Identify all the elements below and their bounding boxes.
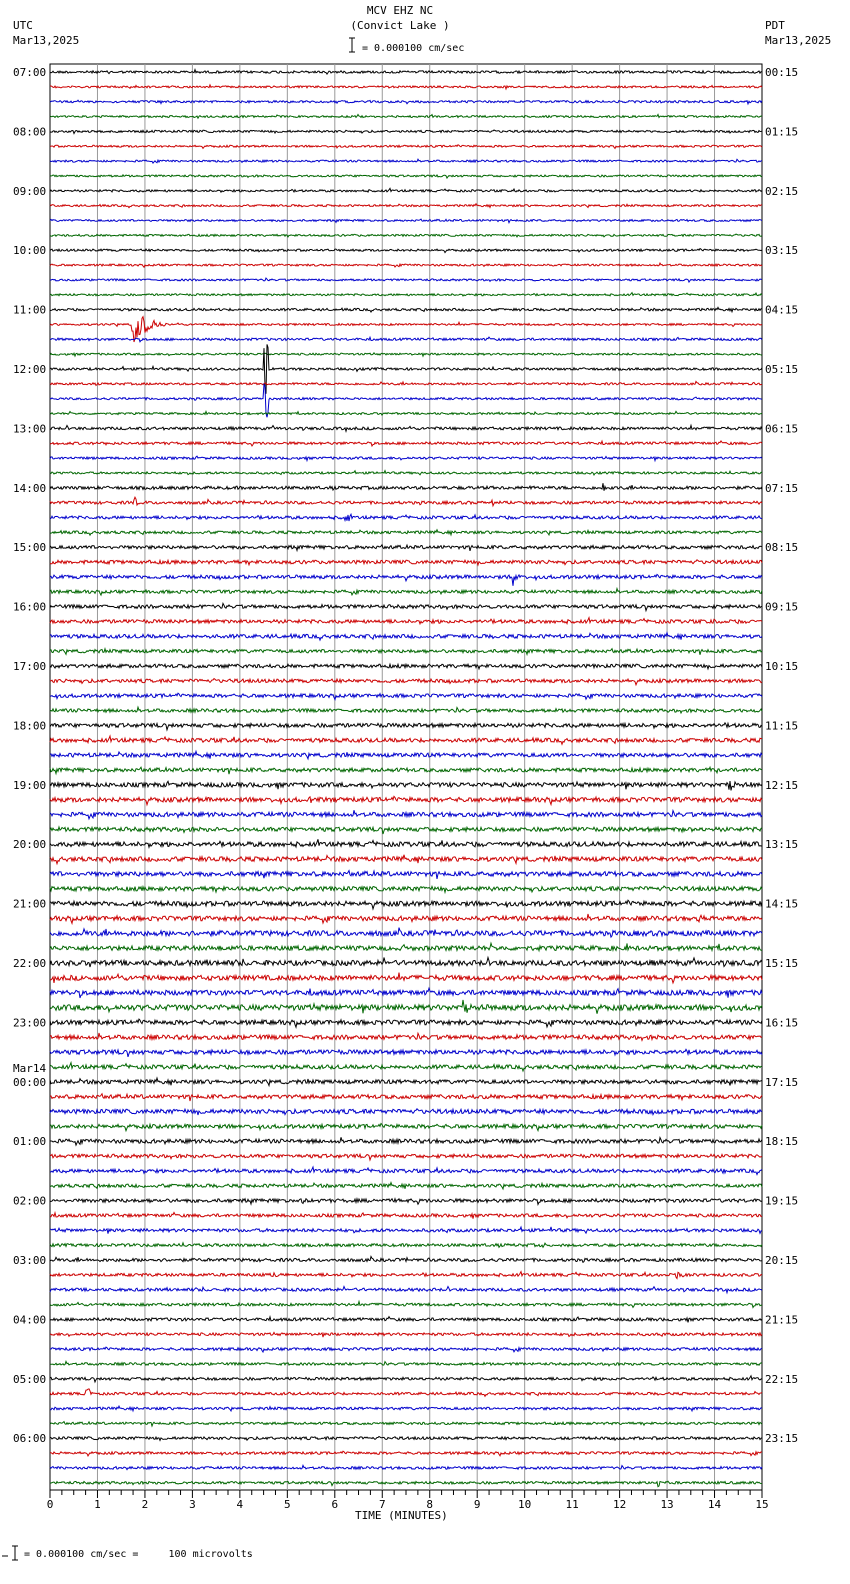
left-hour-label-9: 16:00 <box>13 600 47 614</box>
left-hour-label-0: 07:00 <box>13 66 47 79</box>
left-date: Mar13,2025 <box>13 34 80 47</box>
trace-91 <box>50 1422 762 1426</box>
trace-37 <box>50 618 762 624</box>
trace-7 <box>50 175 762 178</box>
right-hour-label-11: 11:15 <box>765 719 799 733</box>
right-hour-label-6: 06:15 <box>765 422 799 436</box>
trace-18 <box>50 337 762 342</box>
trace-62 <box>50 988 762 998</box>
left-hour-label-20: 03:00 <box>13 1254 47 1267</box>
trace-1 <box>50 85 762 89</box>
trace-36 <box>50 603 762 610</box>
left-hour-label-18: 01:00 <box>13 1135 47 1149</box>
trace-48 <box>50 781 762 790</box>
trace-60 <box>50 958 762 968</box>
trace-87 <box>50 1361 762 1365</box>
trace-2 <box>50 100 762 104</box>
right-hour-label-16: 16:15 <box>765 1016 799 1030</box>
trace-39 <box>50 649 762 655</box>
trace-31 <box>50 530 762 535</box>
trace-73 <box>50 1154 762 1160</box>
right-date: Mar13,2025 <box>765 34 832 47</box>
trace-50 <box>50 810 762 819</box>
x-tick-label-7: 7 <box>378 1498 386 1511</box>
trace-49 <box>50 796 762 804</box>
scale-text: = 0.000100 cm/sec <box>362 43 465 54</box>
left-hour-label-16: 23:00 <box>13 1016 47 1030</box>
trace-55 <box>50 886 762 892</box>
trace-30 <box>50 514 762 521</box>
trace-78 <box>50 1227 762 1234</box>
trace-35 <box>50 589 762 596</box>
trace-77 <box>50 1213 762 1219</box>
trace-3 <box>50 115 762 119</box>
x-tick-label-5: 5 <box>284 1498 291 1511</box>
trace-72 <box>50 1137 762 1145</box>
trace-44 <box>50 723 762 730</box>
trace-57 <box>50 914 762 923</box>
trace-56 <box>50 900 762 909</box>
trace-43 <box>50 707 762 713</box>
trace-79 <box>50 1243 762 1248</box>
trace-61 <box>50 973 762 983</box>
left-hour-label-2: 09:00 <box>13 184 47 198</box>
date-change-label: Mar14 <box>13 1061 47 1075</box>
x-tick-label-11: 11 <box>565 1498 579 1511</box>
trace-89 <box>50 1389 762 1396</box>
trace-25 <box>50 441 762 446</box>
left-hour-label-1: 08:00 <box>13 125 47 139</box>
right-hour-label-20: 20:15 <box>765 1254 799 1267</box>
left-hour-label-12: 19:00 <box>13 778 47 792</box>
right-hour-label-21: 21:15 <box>765 1313 799 1327</box>
left-hour-label-22: 05:00 <box>13 1372 47 1386</box>
trace-10 <box>50 219 762 223</box>
left-hour-label-7: 14:00 <box>13 481 47 495</box>
x-tick-label-3: 3 <box>189 1498 196 1511</box>
trace-45 <box>50 736 762 744</box>
trace-83 <box>50 1302 762 1308</box>
trace-15 <box>50 293 762 296</box>
left-hour-label-10: 17:00 <box>13 660 47 673</box>
trace-71 <box>50 1124 762 1131</box>
left-hour-label-21: 04:00 <box>13 1313 47 1327</box>
right-timezone: PDT <box>765 19 785 32</box>
trace-42 <box>50 693 762 699</box>
right-hour-label-0: 00:15 <box>765 66 799 79</box>
trace-69 <box>50 1094 762 1101</box>
right-hour-label-2: 02:15 <box>765 184 799 198</box>
x-tick-label-8: 8 <box>426 1498 434 1511</box>
trace-14 <box>50 278 762 282</box>
trace-13 <box>50 263 762 267</box>
trace-64 <box>50 1019 762 1027</box>
trace-46 <box>50 751 762 758</box>
trace-70 <box>50 1109 762 1115</box>
left-hour-label-4: 11:00 <box>13 303 47 317</box>
trace-12 <box>50 249 762 253</box>
x-tick-label-15: 15 <box>755 1498 769 1511</box>
trace-47 <box>50 767 762 774</box>
right-hour-label-18: 18:15 <box>765 1135 799 1149</box>
x-axis-label: TIME (MINUTES) <box>355 1509 448 1522</box>
trace-86 <box>50 1347 762 1352</box>
trace-54 <box>50 871 762 879</box>
right-hour-label-23: 23:15 <box>765 1432 799 1446</box>
right-hour-label-8: 08:15 <box>765 541 799 555</box>
trace-40 <box>50 664 762 669</box>
left-hour-label-14: 21:00 <box>13 897 47 911</box>
trace-66 <box>50 1049 762 1057</box>
x-tick-label-14: 14 <box>707 1498 722 1511</box>
right-hour-label-15: 15:15 <box>765 957 799 970</box>
right-hour-label-22: 22:15 <box>765 1372 799 1386</box>
trace-41 <box>50 679 762 685</box>
trace-23 <box>50 411 762 415</box>
left-hour-label-5: 12:00 <box>13 363 47 376</box>
trace-27 <box>50 471 762 475</box>
right-hour-label-9: 09:15 <box>765 600 799 614</box>
trace-58 <box>50 928 762 938</box>
trace-67 <box>50 1063 762 1071</box>
trace-74 <box>50 1167 762 1175</box>
left-hour-label-15: 22:00 <box>13 957 47 970</box>
left-hour-label-17: 00:00 <box>13 1075 47 1089</box>
right-hour-label-12: 12:15 <box>765 778 799 792</box>
trace-68 <box>50 1078 762 1085</box>
trace-20 <box>50 344 762 393</box>
trace-26 <box>50 456 762 460</box>
trace-29 <box>50 497 762 506</box>
trace-34 <box>50 574 762 585</box>
right-hour-label-1: 01:15 <box>765 125 799 139</box>
trace-5 <box>50 145 762 149</box>
trace-33 <box>50 560 762 565</box>
trace-53 <box>50 855 762 864</box>
trace-94 <box>50 1465 762 1469</box>
trace-8 <box>50 188 762 192</box>
x-tick-label-13: 13 <box>660 1498 674 1511</box>
x-tick-label-9: 9 <box>473 1498 481 1511</box>
right-hour-label-5: 05:15 <box>765 363 799 376</box>
left-hour-label-3: 10:00 <box>13 244 47 258</box>
trace-16 <box>50 307 762 312</box>
trace-52 <box>50 839 762 847</box>
x-tick-label-1: 1 <box>94 1498 101 1511</box>
right-hour-label-3: 03:15 <box>765 244 799 258</box>
trace-85 <box>50 1332 762 1337</box>
x-tick-label-12: 12 <box>612 1498 627 1511</box>
trace-11 <box>50 234 762 237</box>
right-hour-label-7: 07:15 <box>765 481 799 495</box>
trace-65 <box>50 1033 762 1040</box>
trace-24 <box>50 425 762 431</box>
trace-28 <box>50 483 762 491</box>
trace-88 <box>50 1376 762 1382</box>
trace-32 <box>50 545 762 551</box>
right-hour-label-19: 19:15 <box>765 1194 799 1208</box>
trace-93 <box>50 1451 762 1456</box>
x-tick-label-10: 10 <box>518 1498 532 1511</box>
left-hour-label-23: 06:00 <box>13 1432 47 1446</box>
right-hour-label-10: 10:15 <box>765 660 799 673</box>
x-tick-label-0: 0 <box>46 1498 54 1511</box>
trace-9 <box>50 204 762 208</box>
trace-84 <box>50 1317 762 1323</box>
trace-59 <box>50 943 762 950</box>
x-tick-label-2: 2 <box>141 1498 149 1511</box>
x-tick-label-6: 6 <box>331 1498 339 1511</box>
trace-75 <box>50 1183 762 1189</box>
right-hour-label-4: 04:15 <box>765 303 799 317</box>
station-location: (Convict Lake ) <box>350 19 450 32</box>
trace-6 <box>50 159 762 163</box>
right-hour-label-14: 14:15 <box>765 897 799 911</box>
left-hour-label-8: 15:00 <box>13 541 47 555</box>
trace-95 <box>50 1481 762 1487</box>
left-hour-label-11: 18:00 <box>13 719 47 733</box>
trace-90 <box>50 1406 762 1411</box>
trace-38 <box>50 633 762 640</box>
trace-81 <box>50 1272 762 1279</box>
left-hour-label-19: 02:00 <box>13 1194 47 1208</box>
trace-19 <box>50 353 762 356</box>
trace-4 <box>50 130 762 134</box>
station-title: MCV EHZ NC <box>366 4 434 17</box>
right-hour-label-17: 17:15 <box>765 1075 799 1089</box>
trace-0 <box>50 70 762 75</box>
trace-76 <box>50 1199 762 1205</box>
footer-scale-text: = 0.000100 cm/sec = 100 microvolts <box>24 1549 253 1560</box>
left-hour-label-13: 20:00 <box>13 838 47 852</box>
left-timezone: UTC <box>13 19 33 32</box>
trace-92 <box>50 1437 762 1441</box>
trace-80 <box>50 1257 762 1263</box>
right-hour-label-13: 13:15 <box>765 838 799 852</box>
left-hour-label-6: 13:00 <box>13 422 47 436</box>
trace-82 <box>50 1287 762 1293</box>
x-tick-label-4: 4 <box>236 1498 244 1511</box>
trace-21 <box>50 381 762 385</box>
trace-63 <box>50 1000 762 1014</box>
trace-51 <box>50 827 762 834</box>
